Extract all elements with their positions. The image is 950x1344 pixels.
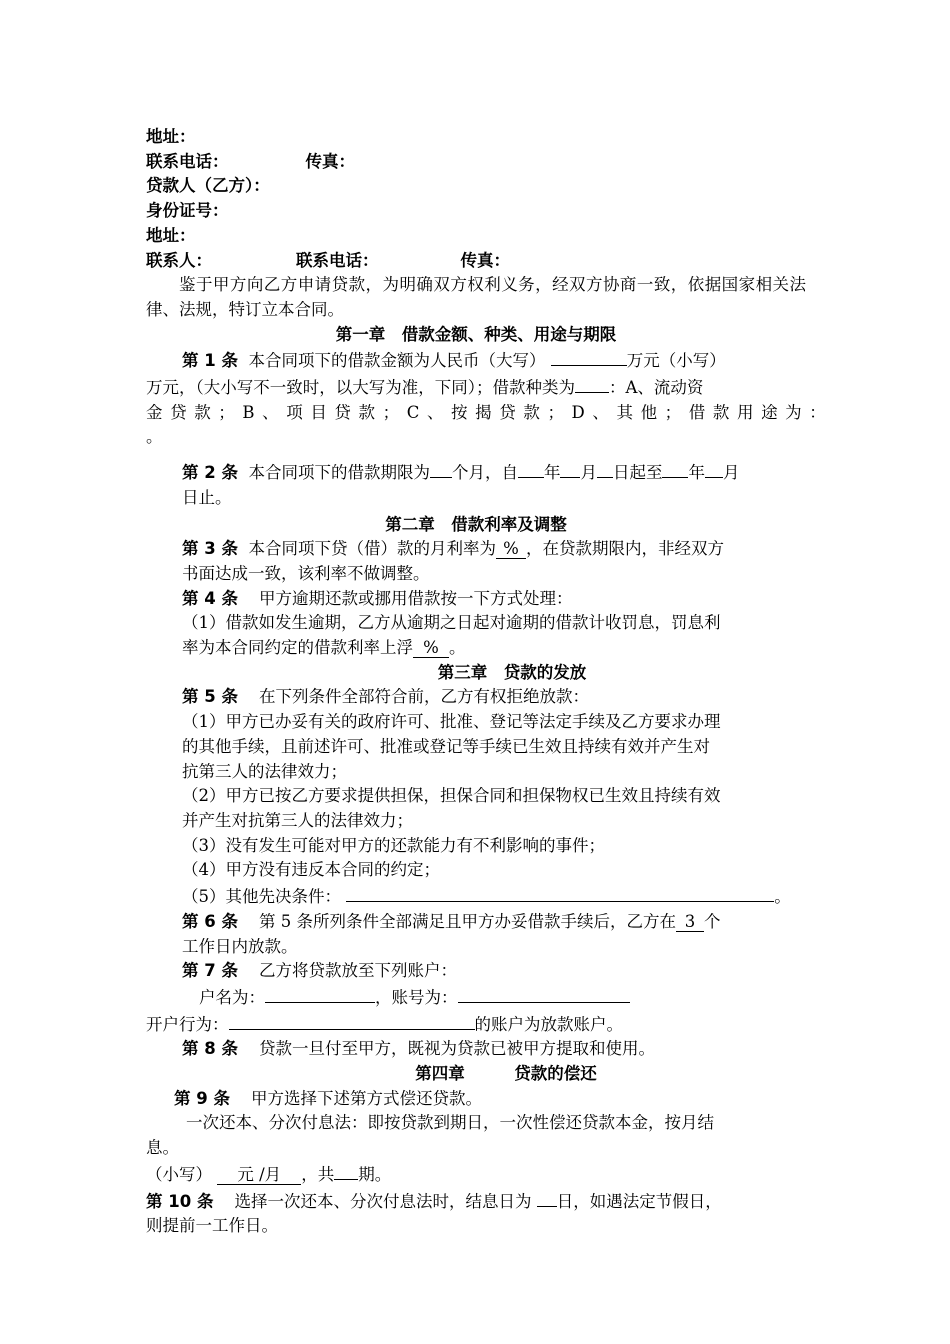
bank-name-blank [229, 1011, 475, 1030]
article-7-label: 第 7 条 [182, 961, 238, 981]
article-1-text-4: ：A、流动资 [609, 378, 704, 398]
article-3-text-2: ，在贷款期限内，非经双方 [525, 539, 724, 559]
penalty-rate-blank: % [413, 639, 449, 658]
article-9-label: 第 9 条 [174, 1088, 230, 1108]
article-4-line-1 [146, 587, 806, 612]
article-10-label: 第 10 条 [146, 1191, 214, 1211]
account-name-label: 户名为： [199, 987, 265, 1007]
party-a-phone-fax [146, 150, 806, 175]
interest-day-blank [537, 1188, 557, 1207]
article-6-text-2: 个 [703, 911, 721, 931]
disbursement-days-blank: 3 [676, 913, 704, 932]
article-2-text-1: 本合同项下的借款期限为 [248, 463, 430, 483]
article-8-text-1: 贷款一旦付至甲方，既视为贷款已被甲方提取和使用。 [258, 1039, 655, 1059]
party-a-address: 地址： [146, 127, 196, 146]
chapter-4-title: 第四章 贷款的偿还 [415, 1064, 597, 1084]
monthly-amount-blank: 元 /月 [217, 1166, 301, 1185]
article-1-line-1 [146, 347, 806, 374]
condition-5-text: （5）其他先决条件： [182, 887, 341, 907]
party-b-address: 地址： [146, 225, 196, 245]
article-3-text-1: 本合同项下贷（借）款的月利率为 [248, 539, 496, 559]
article-2-text-6: 年 [688, 463, 705, 483]
article-3-line-1 [146, 537, 806, 562]
article-2-text-4: 月 [580, 463, 597, 483]
article-2-label: 第 2 条 [182, 463, 238, 483]
article-6-text-1: 第 5 条所列条件全部满足且甲方办妥借款手续后，乙方在 [258, 911, 676, 931]
article-2-text-7: 月 [722, 463, 740, 483]
article-4-item-1: （1）借款如发生逾期，乙方从逾期之日起对逾期的借款计收罚息，罚息利 [182, 613, 721, 633]
article-7-bank-line [146, 1011, 806, 1038]
article-6-line-1 [146, 910, 806, 935]
article-9-text-1: 甲方选择下述第方式偿还贷款。 [250, 1088, 482, 1108]
account-number-blank [458, 984, 630, 1003]
article-10-text-1: 选择一次还本、分次付息法时，结息日为 [234, 1191, 532, 1211]
condition-1-b: 的其他手续，且前述许可、批准或登记等手续已生效且持续有效并产生对 [182, 736, 710, 756]
article-1-line-2 [146, 374, 806, 401]
contract-page [146, 125, 834, 1239]
condition-3: （3）没有发生可能对甲方的还款能力有不利影响的事件； [182, 835, 605, 855]
article-1-text-1: 本合同项下的借款金额为人民币（大写） [248, 351, 546, 371]
chapter-1-title: 第一章 借款金额、种类、用途与期限 [335, 324, 617, 344]
article-7-text-1: 乙方将贷款放至下列账户： [258, 961, 457, 981]
article-5-line-1 [146, 685, 806, 710]
article-10-line-1 [146, 1188, 806, 1215]
loan-type-blank [575, 374, 609, 393]
condition-1-c: 抗第三人的法律效力； [182, 761, 347, 781]
chapter-2-title: 第二章 借款利率及调整 [385, 514, 567, 534]
loan-amount-blank [551, 347, 627, 366]
account-name-blank [265, 984, 375, 1003]
party-b-contact-label: 联系人： [146, 250, 212, 270]
article-6-label: 第 6 条 [182, 911, 238, 931]
article-1-text-2: 万元（小写） [626, 351, 726, 371]
article-6-line-2: 工作日内放款。 [182, 936, 298, 956]
preamble: 鉴于甲方向乙方申请贷款，为明确双方权利义务，经双方协商一致，依据国家相关法律、法规，特订立本合同。 [146, 275, 806, 319]
article-1-line-3: 金贷款；B、项目贷款；C、按揭贷款；D、其他；借款用途为： [146, 402, 834, 422]
party-a-phone-label: 联系电话： [146, 151, 229, 171]
article-4-label: 第 4 条 [182, 588, 238, 608]
other-conditions-blank [346, 883, 774, 902]
article-9-para-a: 一次还本、分次付息法：即按贷款到期日，一次性偿还贷款本金，按月结 [186, 1113, 714, 1133]
article-3-line-2: 书面达成一致，该利率不做调整。 [182, 563, 430, 583]
end-year-blank [662, 459, 688, 478]
article-4-item-1b [146, 636, 806, 661]
end-month-blank [705, 459, 723, 478]
article-9-text-3: 期。 [358, 1164, 392, 1184]
party-b-contact-line [146, 249, 806, 274]
party-b-fax-label: 传真： [460, 250, 510, 270]
article-3-label: 第 3 条 [182, 539, 238, 559]
chapter-3-title: 第三章 贷款的发放 [437, 662, 587, 682]
article-9-text-2: ，共 [301, 1164, 335, 1184]
condition-2-b: 并产生对抗第三人的法律效力； [182, 810, 413, 830]
condition-5-end: 。 [774, 887, 791, 907]
article-2-text-3: 年 [543, 463, 561, 483]
party-b-title: 贷款人（乙方）： [146, 176, 270, 196]
article-4-text-1: 甲方逾期还款或挪用借款按一下方式处理： [258, 588, 573, 608]
article-8-label: 第 8 条 [182, 1039, 238, 1059]
article-2-text-5: 日起至 [612, 463, 663, 483]
article-9-para-b: 息。 [146, 1138, 179, 1158]
article-9-amount-line [146, 1161, 806, 1188]
article-1-label: 第 1 条 [182, 351, 238, 371]
bank-label: 开户行为： [146, 1014, 229, 1034]
condition-1-a: （1）甲方已办妥有关的政府许可、批准、登记等法定手续及乙方要求办理 [182, 712, 721, 732]
account-number-label: ，账号为： [375, 987, 458, 1007]
start-year-blank [518, 459, 544, 478]
article-10-line-2: 则提前一工作日。 [146, 1216, 278, 1236]
article-4-text-3: 。 [449, 638, 466, 658]
article-9-line-1 [146, 1087, 806, 1112]
article-2-line-1 [146, 459, 806, 486]
article-7-account-line [146, 984, 806, 1011]
article-4-text-2: 率为本合同约定的借款利率上浮 [182, 638, 413, 658]
party-a-fax-label: 传真： [305, 151, 355, 171]
bank-text-end: 的账户为放款账户。 [474, 1014, 623, 1034]
article-5-text-1: 在下列条件全部符合前，乙方有权拒绝放款： [258, 687, 589, 707]
small-amount-label: （小写） [146, 1164, 212, 1184]
start-day-blank [597, 459, 613, 478]
article-8-line-1 [146, 1037, 806, 1062]
party-b-id: 身份证号： [146, 201, 229, 221]
article-10-text-2: 日，如遇法定节假日， [556, 1191, 722, 1211]
article-5-label: 第 5 条 [182, 687, 238, 707]
article-7-line-1 [146, 959, 806, 984]
condition-4: （4）甲方没有违反本合同的约定； [182, 860, 440, 880]
term-months-blank [430, 459, 452, 478]
start-month-blank [560, 459, 580, 478]
condition-5 [146, 883, 806, 910]
party-b-phone-label: 联系电话： [296, 250, 379, 270]
article-2-line-2: 日止。 [182, 487, 232, 507]
periods-blank [334, 1161, 358, 1180]
condition-2-a: （2）甲方已按乙方要求提供担保，担保合同和担保物权已生效且持续有效 [182, 786, 721, 806]
monthly-rate-blank: % [496, 540, 526, 559]
article-2-text-2: 个月，自 [451, 463, 518, 483]
article-1-text-3: 万元，（大小写不一致时，以大写为准，下同）；借款种类为 [146, 378, 575, 398]
article-1-line-4: 。 [146, 427, 163, 447]
